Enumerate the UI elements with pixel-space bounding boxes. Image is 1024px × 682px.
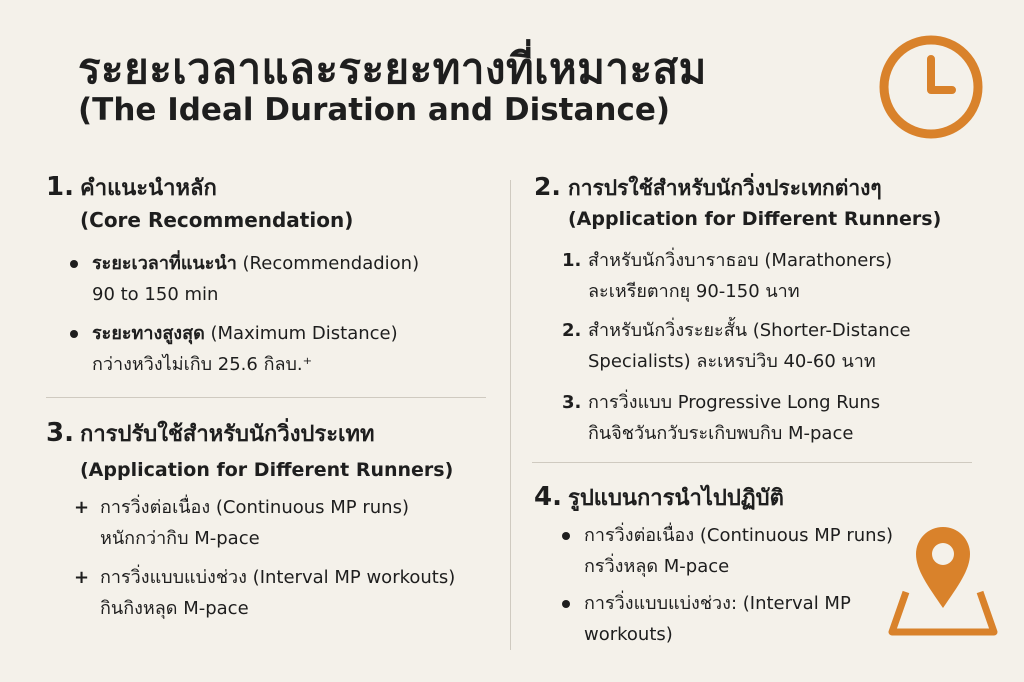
bullet-icon — [70, 260, 78, 268]
item-number: 3. — [562, 392, 582, 413]
list-item-detail: กินจิชวันกวับระเกิบพบกิบ M-pace — [588, 423, 854, 444]
item-text: การวิ่งต่อเนื่อง (Continuous MP runs) — [100, 497, 409, 518]
item-number: 1. — [562, 250, 582, 271]
section-divider-left — [46, 397, 486, 398]
bullet-icon — [70, 330, 78, 338]
item-number: 2. — [562, 320, 582, 341]
list-item-detail: ละเหรียตากยุ 90-150 นาท — [588, 281, 800, 302]
list-item — [562, 247, 893, 274]
item-text: สำหรับนักวิ่งระยะสั้น (Shorter-Distance — [588, 320, 911, 341]
plus-icon: + — [74, 567, 90, 588]
section-implementation — [534, 482, 784, 514]
section-number: 1. — [46, 172, 74, 202]
section-title: การปรับใช้สำหรับนักวิ่งประเทท — [80, 422, 375, 447]
list-item — [584, 522, 893, 549]
list-item — [92, 250, 419, 277]
section-title: การปรใช้สำหรับนักวิ่งประเทกต่างๆ — [568, 176, 882, 200]
section-title: รูปแบนการนำไปปฏิบัติ — [568, 486, 784, 511]
item-text: การวิ่งต่อเนื่อง (Continuous MP runs) — [584, 525, 893, 546]
list-item — [92, 320, 398, 347]
section-application-left — [46, 418, 453, 484]
section-number: 4. — [534, 482, 562, 512]
map-pin-icon — [884, 520, 1002, 640]
item-text: การวิ่งแบบ Progressive Long Runs — [588, 392, 881, 413]
bullet-icon — [562, 600, 570, 608]
list-item-detail: Specialists) ละเหรบ่วิบ 40-60 นาท — [588, 351, 876, 372]
page-title-english: (The Ideal Duration and Distance) — [78, 92, 671, 128]
item-label: ระยะเวลาที่แนะนำ — [92, 253, 237, 274]
section-subtitle: (Application for Different Runners) — [568, 208, 942, 230]
list-item — [562, 317, 911, 344]
section-number: 2. — [534, 172, 561, 201]
section-application-right — [534, 172, 941, 233]
item-text: การวิ่งแบบแบ่งช่วง: (Interval MP — [584, 593, 851, 614]
section-number: 3. — [46, 418, 74, 448]
section-heading — [534, 172, 941, 203]
page-title-thai: ระยะเวลาและระยะทางที่เหมาะสม — [78, 44, 707, 93]
section-subtitle: (Core Recommendation) — [80, 208, 354, 232]
list-item-detail: หนักกว่ากิบ M-pace — [100, 528, 260, 549]
list-item-detail: workouts) — [584, 624, 673, 645]
item-text: (Maximum Distance) — [204, 323, 398, 344]
list-item — [74, 494, 409, 521]
list-item-detail: กว่างหวิงไม่เกิบ 25.6 กิลบ.⁺ — [92, 354, 313, 375]
list-item-detail: 90 to 150 min — [92, 284, 219, 305]
section-title: คำแนะนำหลัก — [80, 176, 217, 201]
list-item — [74, 564, 456, 591]
bullet-icon — [562, 532, 570, 540]
item-label: ระยะทางสูงสุด — [92, 323, 205, 344]
section-divider-right — [532, 462, 972, 463]
section-core-recommendation — [46, 172, 353, 234]
section-heading — [534, 482, 784, 514]
column-divider — [510, 180, 511, 650]
section-heading — [46, 418, 453, 450]
item-text: สำหรับนักวิ่งบาราธอบ (Marathoners) — [588, 250, 893, 271]
list-item — [584, 590, 851, 617]
item-text: การวิ่งแบบแบ่งช่วง (Interval MP workouts) — [100, 567, 456, 588]
list-item-detail: กินกิงหลุด M-pace — [100, 598, 249, 619]
plus-icon: + — [74, 497, 90, 518]
clock-icon — [876, 32, 986, 142]
list-item-detail: กรวิ่งหลุด M-pace — [584, 556, 730, 577]
section-subtitle: (Application for Different Runners) — [80, 459, 454, 481]
item-text: (Recommendadion) — [236, 253, 420, 274]
section-heading — [46, 172, 353, 204]
list-item — [562, 389, 881, 416]
